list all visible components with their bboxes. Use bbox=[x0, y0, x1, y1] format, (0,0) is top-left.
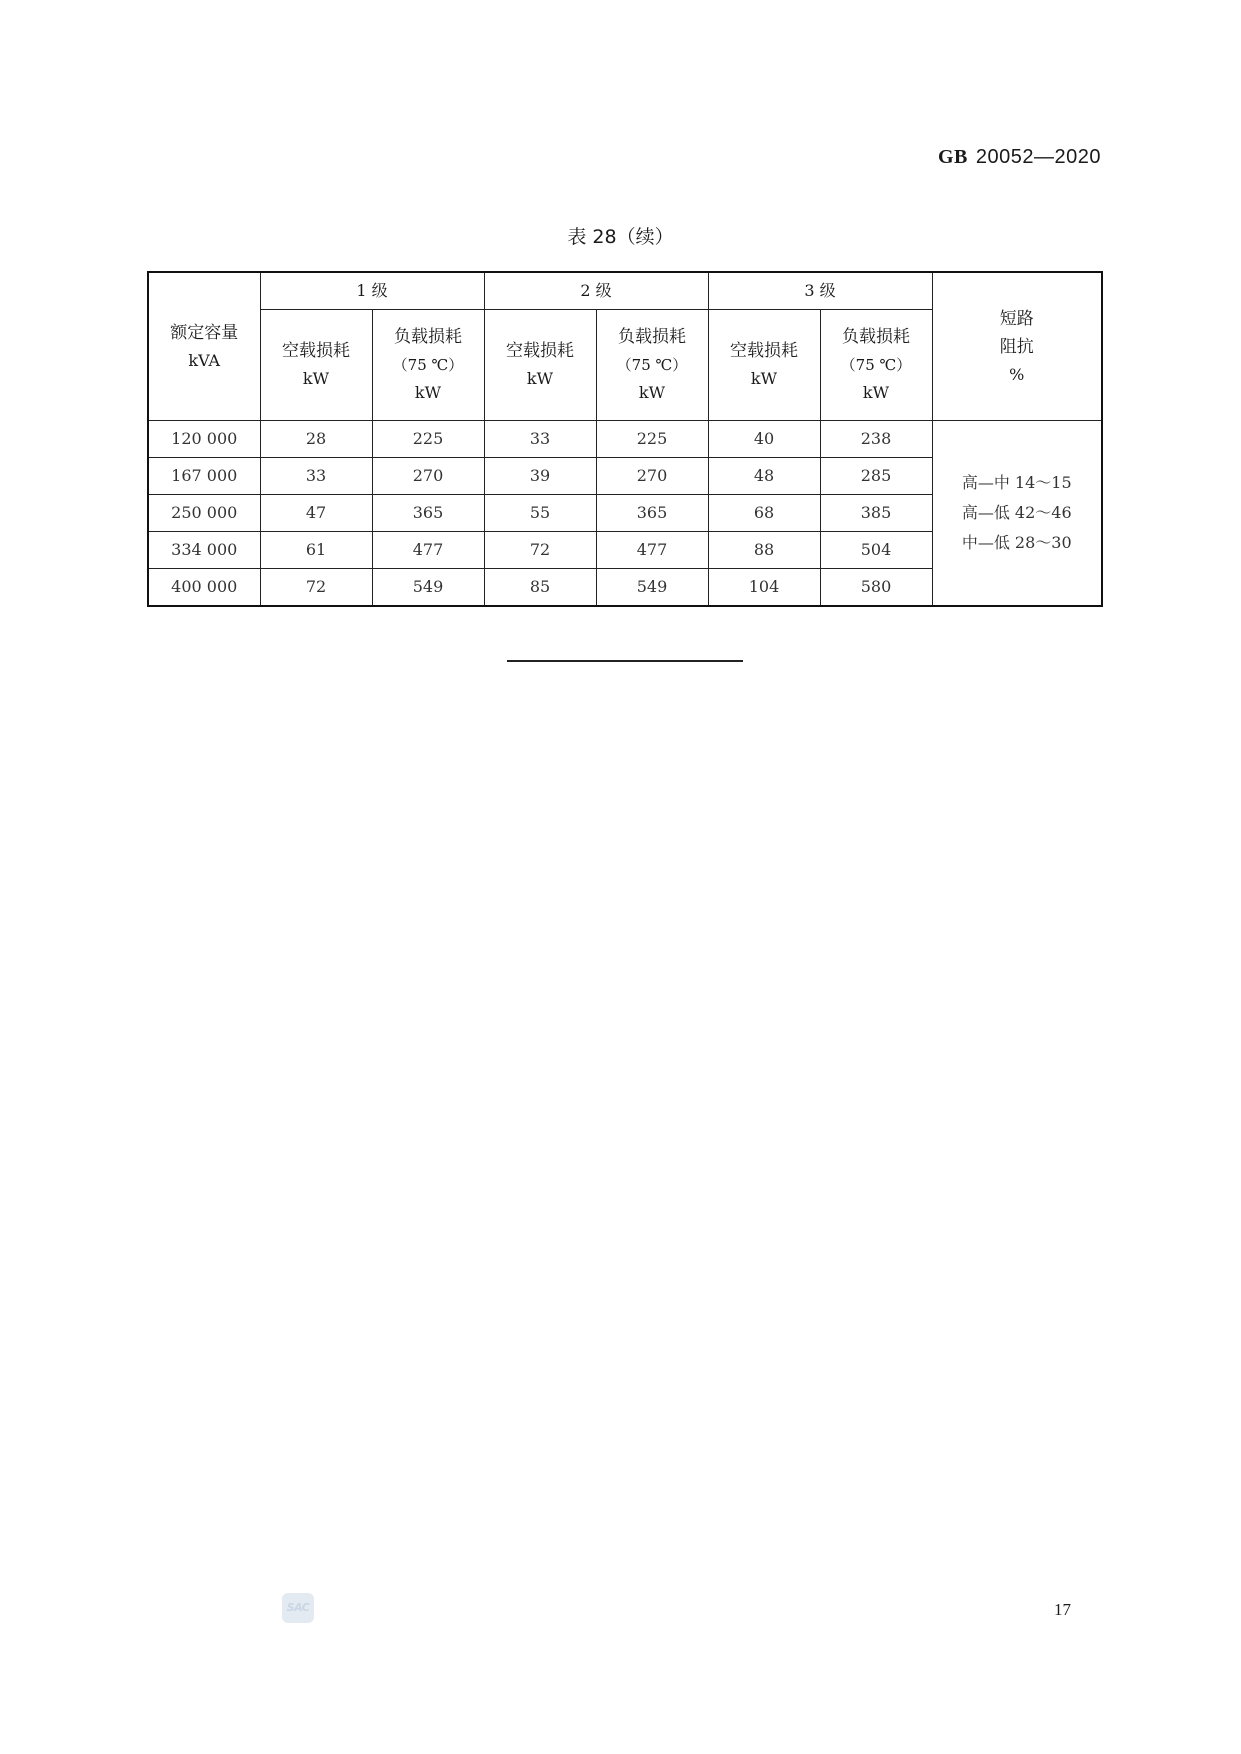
l3-load-cell: 504 bbox=[820, 532, 932, 569]
l2-noload-cell: 39 bbox=[484, 458, 596, 495]
l1-noload-cell: 33 bbox=[260, 458, 372, 495]
capacity-cell: 120 000 bbox=[148, 421, 260, 458]
capacity-cell: 250 000 bbox=[148, 495, 260, 532]
load-loss-temp: （75 ℃） bbox=[392, 356, 464, 374]
impedance-header bbox=[932, 272, 1102, 421]
l3-noload-header bbox=[708, 310, 820, 421]
load-loss-unit: kW bbox=[638, 383, 666, 402]
page-number: 17 bbox=[1054, 1600, 1071, 1619]
l2-noload-cell: 55 bbox=[484, 495, 596, 532]
l3-load-header bbox=[820, 310, 932, 421]
document-code-prefix: GB bbox=[937, 146, 968, 168]
load-loss-label: 负载损耗 bbox=[394, 327, 462, 347]
table-row bbox=[148, 421, 1102, 458]
l3-noload-cell: 88 bbox=[708, 532, 820, 569]
impedance-mid-low: 中—低 28～30 bbox=[961, 533, 1072, 552]
noload-loss-label: 空载损耗 bbox=[282, 341, 350, 361]
l3-load-cell: 580 bbox=[820, 569, 932, 607]
capacity-cell: 334 000 bbox=[148, 532, 260, 569]
impedance-label-2: 阻抗 bbox=[999, 336, 1034, 357]
load-loss-temp: （75 ℃） bbox=[616, 356, 688, 374]
l2-noload-cell: 85 bbox=[484, 569, 596, 607]
l2-load-cell: 225 bbox=[596, 421, 708, 458]
l2-load-header bbox=[596, 310, 708, 421]
rated-capacity-unit: kVA bbox=[188, 350, 221, 370]
l3-noload-cell: 40 bbox=[708, 421, 820, 458]
load-loss-label: 负载损耗 bbox=[618, 327, 686, 347]
l1-noload-cell: 47 bbox=[260, 495, 372, 532]
l2-noload-header bbox=[484, 310, 596, 421]
load-loss-temp: （75 ℃） bbox=[840, 356, 912, 374]
noload-loss-unit: kW bbox=[750, 369, 778, 388]
l1-noload-cell: 61 bbox=[260, 532, 372, 569]
l3-load-cell: 238 bbox=[820, 421, 932, 458]
header-row-levels bbox=[148, 272, 1102, 310]
l2-noload-cell: 33 bbox=[484, 421, 596, 458]
noload-loss-unit: kW bbox=[302, 369, 330, 388]
l1-load-cell: 549 bbox=[372, 569, 484, 607]
l1-noload-header bbox=[260, 310, 372, 421]
load-loss-unit: kW bbox=[414, 383, 442, 402]
l1-load-header bbox=[372, 310, 484, 421]
impedance-high-low: 高—低 42～46 bbox=[961, 503, 1072, 522]
l2-load-cell: 549 bbox=[596, 569, 708, 607]
noload-loss-label: 空载损耗 bbox=[506, 341, 574, 361]
l3-noload-cell: 48 bbox=[708, 458, 820, 495]
l3-load-cell: 385 bbox=[820, 495, 932, 532]
l1-load-cell: 270 bbox=[372, 458, 484, 495]
l1-noload-cell: 72 bbox=[260, 569, 372, 607]
level-3-header: 3 级 bbox=[708, 272, 932, 310]
level-1-header: 1 级 bbox=[260, 272, 484, 310]
l3-load-cell: 285 bbox=[820, 458, 932, 495]
loss-table bbox=[147, 271, 1103, 607]
l2-load-cell: 270 bbox=[596, 458, 708, 495]
l3-noload-cell: 68 bbox=[708, 495, 820, 532]
l2-noload-cell: 72 bbox=[484, 532, 596, 569]
document-code bbox=[938, 146, 1101, 169]
l1-load-cell: 477 bbox=[372, 532, 484, 569]
impedance-unit: % bbox=[1009, 364, 1025, 384]
rated-capacity-header bbox=[148, 272, 260, 421]
impedance-label-1: 短路 bbox=[999, 308, 1034, 329]
l3-noload-cell: 104 bbox=[708, 569, 820, 607]
load-loss-unit: kW bbox=[862, 383, 890, 402]
end-of-document-rule bbox=[507, 660, 743, 662]
l1-load-cell: 225 bbox=[372, 421, 484, 458]
capacity-cell: 400 000 bbox=[148, 569, 260, 607]
load-loss-label: 负载损耗 bbox=[842, 327, 910, 347]
l1-noload-cell: 28 bbox=[260, 421, 372, 458]
l1-load-cell: 365 bbox=[372, 495, 484, 532]
impedance-values-cell bbox=[932, 421, 1102, 607]
document-code-number: 20052—2020 bbox=[975, 146, 1101, 168]
noload-loss-label: 空载损耗 bbox=[730, 341, 798, 361]
noload-loss-unit: kW bbox=[526, 369, 554, 388]
l2-load-cell: 477 bbox=[596, 532, 708, 569]
table-title: 表 28（续） bbox=[567, 226, 674, 248]
l2-load-cell: 365 bbox=[596, 495, 708, 532]
level-2-header: 2 级 bbox=[484, 272, 708, 310]
rated-capacity-label: 额定容量 bbox=[170, 322, 239, 343]
capacity-cell: 167 000 bbox=[148, 458, 260, 495]
sac-logo: SAC bbox=[282, 1593, 314, 1623]
impedance-high-mid: 高—中 14～15 bbox=[961, 473, 1072, 492]
